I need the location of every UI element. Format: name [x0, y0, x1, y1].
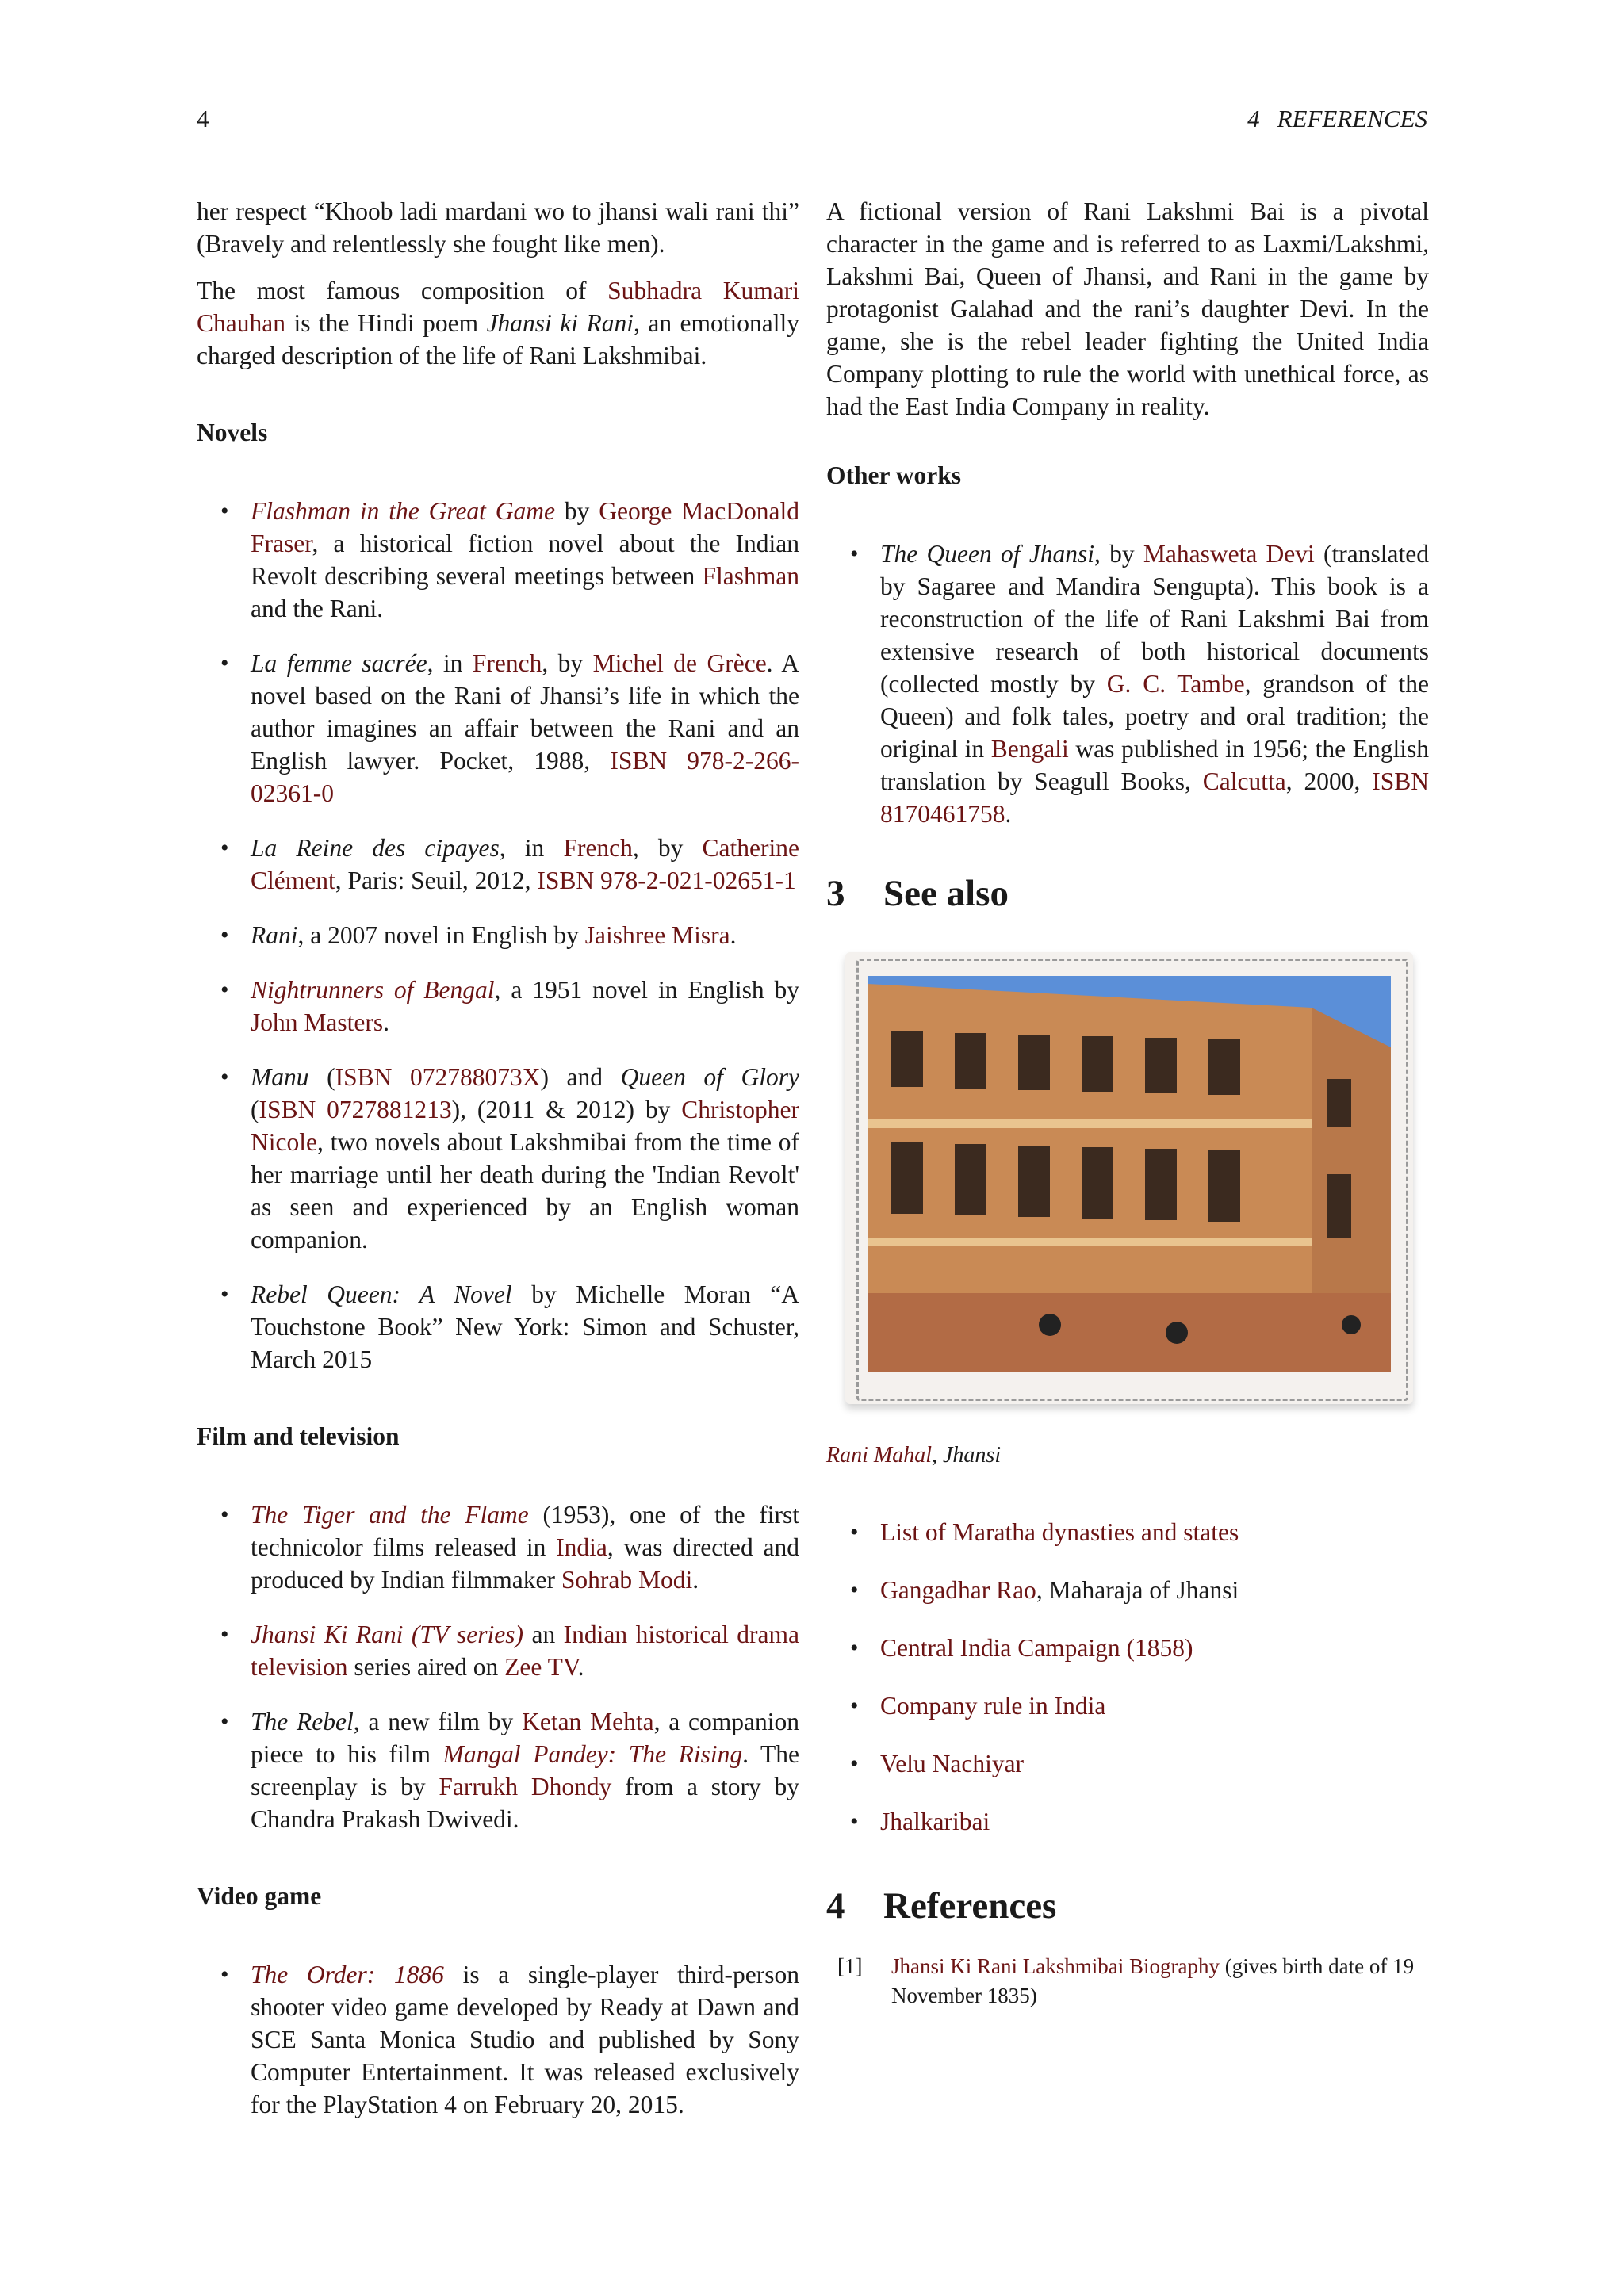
- novels-heading: Novels: [197, 419, 268, 446]
- link-author[interactable]: Christopher Nicole: [251, 1096, 799, 1156]
- video-game-heading: Video game: [197, 1882, 322, 1910]
- link-see-also[interactable]: List of Maratha dynasties and states: [880, 1518, 1239, 1546]
- running-header-number: 4: [1247, 105, 1260, 132]
- link-see-also[interactable]: Central India Campaign (1858): [880, 1634, 1193, 1662]
- link-see-also[interactable]: Jhalkaribai: [880, 1808, 990, 1835]
- link-subhadra-kumari-chauhan[interactable]: Subhadra Kumari Chauhan: [197, 277, 799, 337]
- list-item: [826, 1632, 1429, 1664]
- intro-paragraph-2: The most famous composition of Subhadra Kumari Chauhan is the Hindi poem Jhansi ki Rani, an emotionally charged description of the life of Rani Lakshmibai.: [197, 277, 800, 369]
- film-heading: Film and television: [197, 1422, 400, 1450]
- link-isbn[interactable]: ISBN 072788073X: [335, 1063, 541, 1091]
- link-novel-title[interactable]: Flashman in the Great Game: [251, 497, 556, 525]
- link-author[interactable]: Mahasweta Devi: [1143, 540, 1315, 568]
- references-title: 4 References: [826, 1885, 1057, 1927]
- link-calcutta[interactable]: Calcutta: [1202, 767, 1286, 795]
- right-column: [826, 195, 1429, 2011]
- link-isbn[interactable]: ISBN 978-2-266-02361-0: [251, 747, 799, 807]
- link-reference[interactable]: Jhansi Ki Rani Lakshmibai Biography: [891, 1954, 1220, 1978]
- link-author[interactable]: Catherine Clément: [251, 834, 799, 894]
- running-header-title: REFERENCES: [1277, 105, 1427, 132]
- other-works-heading: Other works: [826, 461, 962, 489]
- see-also-list: [826, 1516, 1429, 1838]
- stamp-frame: [845, 952, 1413, 1404]
- link-author[interactable]: Sohrab Modi: [561, 1566, 693, 1594]
- list-item: • The Rebel, a new film by Ketan Mehta, a companion piece to his film Mangal Pandey: The Rising. The screenplay is by Farrukh Dhondy from a story by Chandra Prakash Dwivedi.: [197, 1705, 799, 1835]
- link-rani-mahal[interactable]: Rani Mahal: [826, 1443, 932, 1468]
- link-see-also[interactable]: Company rule in India: [880, 1692, 1106, 1720]
- other-works-list: [826, 538, 1429, 830]
- running-header: [1247, 105, 1427, 133]
- list-item: • La Reine des cipayes, in French, by Catherine Clément, Paris: Seuil, 2012, ISBN 978-2-021-02651-1: [197, 832, 799, 897]
- list-item: [826, 1516, 1429, 1548]
- link-isbn[interactable]: ISBN 8170461758: [880, 767, 1429, 828]
- link-india[interactable]: India: [556, 1533, 607, 1561]
- left-column: [197, 195, 799, 2143]
- list-item: • Flashman in the Great Game by George MacDonald Fraser, a historical fiction novel about the Indian Revolt describing several meetings between Flashman and the Rani.: [197, 495, 799, 625]
- link-author[interactable]: John Masters: [251, 1008, 384, 1036]
- link-tv-series[interactable]: Jhansi Ki Rani (TV series): [251, 1621, 524, 1648]
- page-number: 4: [197, 105, 209, 132]
- reference-number: [1]: [837, 1954, 863, 1978]
- list-item: • Jhansi Ki Rani (TV series) an Indian historical drama television series aired on Zee TV.: [197, 1618, 799, 1683]
- rani-mahal-photo: [868, 976, 1391, 1372]
- list-item: • Nightrunners of Bengal, a 1951 novel in English by John Masters.: [197, 974, 799, 1039]
- list-item: • Rebel Queen: A Novel by Michelle Moran “A Touchstone Book” New York: Simon and Schuster, March 2015: [197, 1278, 799, 1376]
- link-flashman[interactable]: Flashman: [702, 562, 799, 590]
- link-see-also[interactable]: Velu Nachiyar: [880, 1750, 1025, 1777]
- link-film-title[interactable]: The Tiger and the Flame: [251, 1501, 529, 1529]
- link-game-title[interactable]: The Order: 1886: [251, 1961, 444, 1988]
- list-item: • The Queen of Jhansi, by Mahasweta Devi (translated by Sagaree and Mandira Sengupta). This book is a reconstruction of the life of Rani Lakshmi Bai from extensive research of both historical documents (collected mostly by G. C. Tambe, grandson of the Queen) and folk tales, poetry and oral tradition; the original in Bengali was published in 1956; the English translation by Seagull Books, Calcutta, 2000, ISBN 8170461758.: [826, 538, 1429, 830]
- list-item: • Rani, a 2007 novel in English by Jaishree Misra.: [197, 919, 799, 951]
- see-also-title: 3 See also: [826, 873, 1009, 914]
- figure-caption: Rani Mahal, Jhansi: [826, 1443, 1002, 1468]
- list-item: • The Tiger and the Flame (1953), one of the first technicolor films released in India, was directed and produced by Indian filmmaker Sohrab Modi.: [197, 1498, 799, 1596]
- intro-paragraph-1: her respect “Khoob ladi mardani wo to jhansi wali rani thi” (Bravely and relentlessly she fought like men).: [197, 197, 799, 258]
- video-game-list: [197, 1958, 799, 2121]
- link-french[interactable]: French: [563, 834, 633, 862]
- link-bengali[interactable]: Bengali: [990, 735, 1069, 763]
- references-list: [826, 1952, 1429, 2011]
- film-list: [197, 1498, 799, 1835]
- link-writer[interactable]: Farrukh Dhondy: [439, 1773, 612, 1800]
- link-author[interactable]: Jaishree Misra: [584, 921, 730, 949]
- novels-list: [197, 495, 799, 1376]
- link-isbn[interactable]: ISBN 978-2-021-02651-1: [537, 867, 796, 894]
- link-author[interactable]: George MacDonald Fraser: [251, 497, 799, 557]
- list-item: • The Order: 1886 is a single-player third-person shooter video game developed by Ready at Dawn and SCE Santa Monica Studio and published by Sony Computer Entertainment. It was released exclusively for the PlayStation 4 on February 20, 2015.: [197, 1958, 799, 2121]
- list-item: [826, 1805, 1429, 1838]
- link-see-also[interactable]: Gangadhar Rao: [880, 1576, 1036, 1604]
- list-item: [826, 1689, 1429, 1722]
- list-item: • Gangadhar Rao, Maharaja of Jhansi: [826, 1574, 1429, 1606]
- link-novel-title[interactable]: Nightrunners of Bengal: [251, 976, 495, 1004]
- link-zee-tv[interactable]: Zee TV: [504, 1653, 578, 1681]
- link-film-title[interactable]: Mangal Pandey: The Rising: [442, 1740, 743, 1768]
- list-item: • La femme sacrée, in French, by Michel de Grèce. A novel based on the Rani of Jhansi’s life in which the author imagines an affair between the Rani and an English lawyer. Pocket, 1988, ISBN 978-2-266-02361-0: [197, 647, 799, 809]
- link-drama[interactable]: Indian historical drama television: [251, 1621, 799, 1681]
- list-item: • Manu (ISBN 072788073X) and Queen of Glory (ISBN 0727881213), (2011 & 2012) by Christopher Nicole, two novels about Lakshmibai from the time of her marriage until her death during the 'Indian Revolt' as seen and experienced by an English woman companion.: [197, 1061, 799, 1256]
- list-item: [826, 1747, 1429, 1780]
- rani-mahal-figure: [826, 952, 1429, 1428]
- link-tambe[interactable]: G. C. Tambe: [1106, 670, 1245, 698]
- link-french[interactable]: French: [472, 649, 542, 677]
- reference-item: [1] Jhansi Ki Rani Lakshmibai Biography (gives birth date of 19 November 1835): [826, 1952, 1429, 2011]
- link-isbn[interactable]: ISBN 0727881213: [259, 1096, 452, 1123]
- link-author[interactable]: Michel de Grèce: [592, 649, 767, 677]
- fiction-paragraph: A fictional version of Rani Lakshmi Bai is a pivotal character in the game and is referred to as Laxmi/Lakshmi, Lakshmi Bai, Queen of Jhansi, and Rani in the game by protagonist Galahad and the rani’s daughter Devi. In the game, she is the rebel leader fighting the United India Company plotting to rule the world with unethical force, as had the East India Company in reality.: [826, 197, 1429, 420]
- link-author[interactable]: Ketan Mehta: [522, 1708, 654, 1735]
